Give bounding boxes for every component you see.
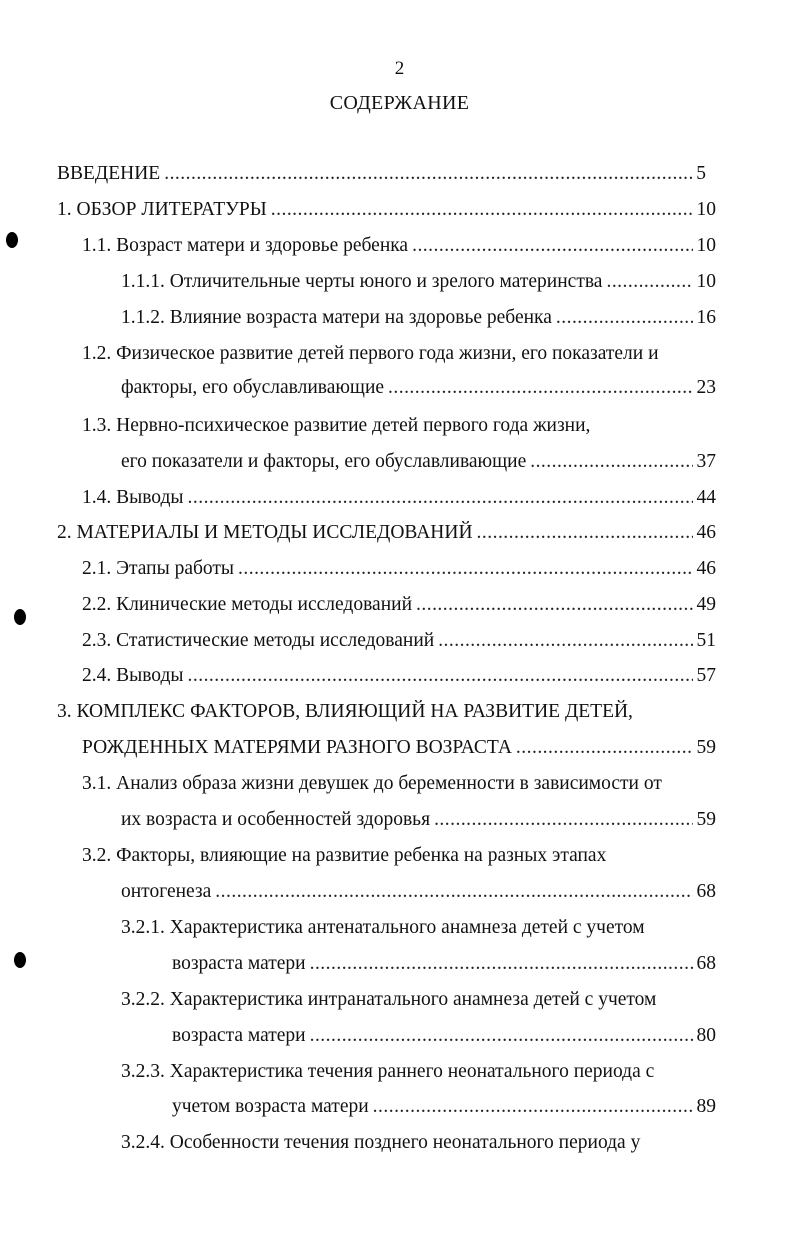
toc-leader-dots	[477, 519, 693, 547]
toc-entry-text: 2.2. Клинические методы исследований	[82, 594, 413, 615]
toc-entry	[82, 412, 722, 440]
toc-leader-dots	[416, 591, 692, 619]
toc-entry-page: 46	[696, 522, 716, 543]
toc-entry-text: 3.2. Факторы, влияющие на развитие ребенка на разных этапах	[82, 845, 607, 866]
toc-entry-page: 10	[696, 271, 716, 292]
toc-entry-text: 1.2. Физическое развитие детей первого года жизни, его показатели и	[82, 343, 659, 364]
toc-entry	[82, 627, 716, 655]
toc-entry	[121, 304, 716, 332]
punch-hole-mark	[14, 952, 26, 968]
toc-entry-text: факторы, его обуславливающие	[121, 377, 385, 398]
toc-entry	[82, 662, 716, 690]
toc-entry	[121, 268, 716, 296]
toc-entry-page: 59	[696, 737, 716, 758]
toc-entry-text: возраста матери	[172, 953, 306, 974]
toc-entry-page: 44	[696, 487, 716, 508]
toc-entry	[121, 806, 716, 834]
toc-leader-dots	[188, 662, 693, 690]
toc-entry	[82, 734, 716, 762]
toc-entry	[121, 986, 722, 1014]
toc-leader-dots	[215, 878, 692, 906]
toc-entry-page: 89	[696, 1096, 716, 1117]
toc-entry	[82, 591, 716, 619]
punch-hole-mark	[6, 232, 18, 248]
toc-entry-text: 1.3. Нервно-психическое развитие детей первого года жизни,	[82, 415, 591, 436]
toc-leader-dots	[373, 1093, 693, 1121]
toc-leader-dots	[271, 196, 693, 224]
toc-entry	[57, 196, 716, 224]
toc-leader-dots	[530, 448, 692, 476]
toc-entry	[82, 842, 722, 870]
toc-entry-text: ВВЕДЕНИЕ	[57, 163, 161, 184]
toc-entry	[82, 555, 716, 583]
toc-entry	[121, 1058, 722, 1086]
toc-leader-dots	[556, 304, 693, 332]
toc-entry-page: 49	[696, 594, 716, 615]
toc-leader-dots	[164, 160, 692, 188]
toc-leader-dots	[516, 734, 693, 762]
page-title: СОДЕРЖАНИЕ	[329, 92, 470, 114]
toc-entry-text: 1.1.2. Влияние возраста матери на здоровье ребенка	[121, 307, 552, 328]
toc-entry-page: 5	[696, 163, 706, 184]
toc-entry-page: 10	[696, 235, 716, 256]
toc-entry-text: 1.1.1. Отличительные черты юного и зрелого материнства	[121, 271, 603, 292]
toc-leader-dots	[310, 1022, 693, 1050]
toc-leader-dots	[238, 555, 692, 583]
page-number: 2	[394, 58, 405, 79]
toc-leader-dots	[388, 374, 692, 402]
toc-entry-text: его показатели и факторы, его обуславливающие	[121, 451, 527, 472]
toc-leader-dots	[606, 268, 692, 296]
toc-leader-dots	[434, 806, 692, 834]
toc-entry-text: 2.3. Статистические методы исследований	[82, 630, 435, 651]
toc-entry-text: онтогенеза	[121, 881, 212, 902]
toc-entry	[57, 519, 716, 547]
toc-entry	[121, 374, 716, 402]
toc-entry-text: 2.1. Этапы работы	[82, 558, 235, 579]
toc-entry-text: 3.2.2. Характеристика интранатального анамнеза детей с учетом	[121, 989, 657, 1010]
toc-entry	[82, 232, 716, 260]
toc-entry-text: возраста матери	[172, 1025, 306, 1046]
toc-entry-page: 80	[696, 1025, 716, 1046]
toc-entry	[172, 1093, 716, 1121]
toc-entry-page: 68	[696, 953, 716, 974]
toc-entry-text: 3.2.1. Характеристика антенатального анамнеза детей с учетом	[121, 917, 645, 938]
toc-entry-page: 16	[696, 307, 716, 328]
toc-entry-page: 37	[696, 451, 716, 472]
toc-leader-dots	[188, 484, 693, 512]
toc-entry-page: 57	[696, 665, 716, 686]
toc-entry	[82, 340, 722, 368]
toc-entry-page: 68	[696, 881, 716, 902]
toc-entry-page: 10	[696, 199, 716, 220]
toc-leader-dots	[310, 950, 693, 978]
punch-hole-mark	[14, 609, 26, 625]
toc-entry-text: 2.4. Выводы	[82, 665, 184, 686]
toc-entry	[57, 160, 706, 188]
toc-entry-text: 3.2.4. Особенности течения позднего неонатального периода у	[121, 1132, 641, 1153]
toc-entry-text: 1.4. Выводы	[82, 487, 184, 508]
toc-entry	[121, 1129, 722, 1157]
toc-entry	[172, 950, 716, 978]
toc-entry	[57, 698, 722, 726]
toc-entry-page: 23	[696, 377, 716, 398]
toc-entry-text: 3. КОМПЛЕКС ФАКТОРОВ, ВЛИЯЮЩИЙ НА РАЗВИТИЕ ДЕТЕЙ,	[57, 701, 633, 722]
toc-entry-text: 1. ОБЗОР ЛИТЕРАТУРЫ	[57, 199, 267, 220]
toc-entry	[121, 448, 716, 476]
toc-entry-page: 59	[696, 809, 716, 830]
toc-entry-text: РОЖДЕННЫХ МАТЕРЯМИ РАЗНОГО ВОЗРАСТА	[82, 737, 512, 758]
toc-entry	[121, 914, 722, 942]
toc-entry	[82, 484, 716, 512]
toc-entry-page: 46	[696, 558, 716, 579]
toc-entry-text: 2. МАТЕРИАЛЫ И МЕТОДЫ ИССЛЕДОВАНИЙ	[57, 522, 473, 543]
toc-entry-page: 51	[696, 630, 716, 651]
toc-leader-dots	[438, 627, 692, 655]
toc-entry	[121, 878, 716, 906]
toc-leader-dots	[412, 232, 692, 260]
toc-entry-text: их возраста и особенностей здоровья	[121, 809, 431, 830]
toc-entry	[82, 770, 722, 798]
toc-entry	[172, 1022, 716, 1050]
toc-entry-text: 3.2.3. Характеристика течения раннего неонатального периода с	[121, 1061, 655, 1082]
toc-entry-text: 3.1. Анализ образа жизни девушек до беременности в зависимости от	[82, 773, 662, 794]
toc-entry-text: 1.1. Возраст матери и здоровье ребенка	[82, 235, 409, 256]
toc-entry-text: учетом возраста матери	[172, 1096, 369, 1117]
